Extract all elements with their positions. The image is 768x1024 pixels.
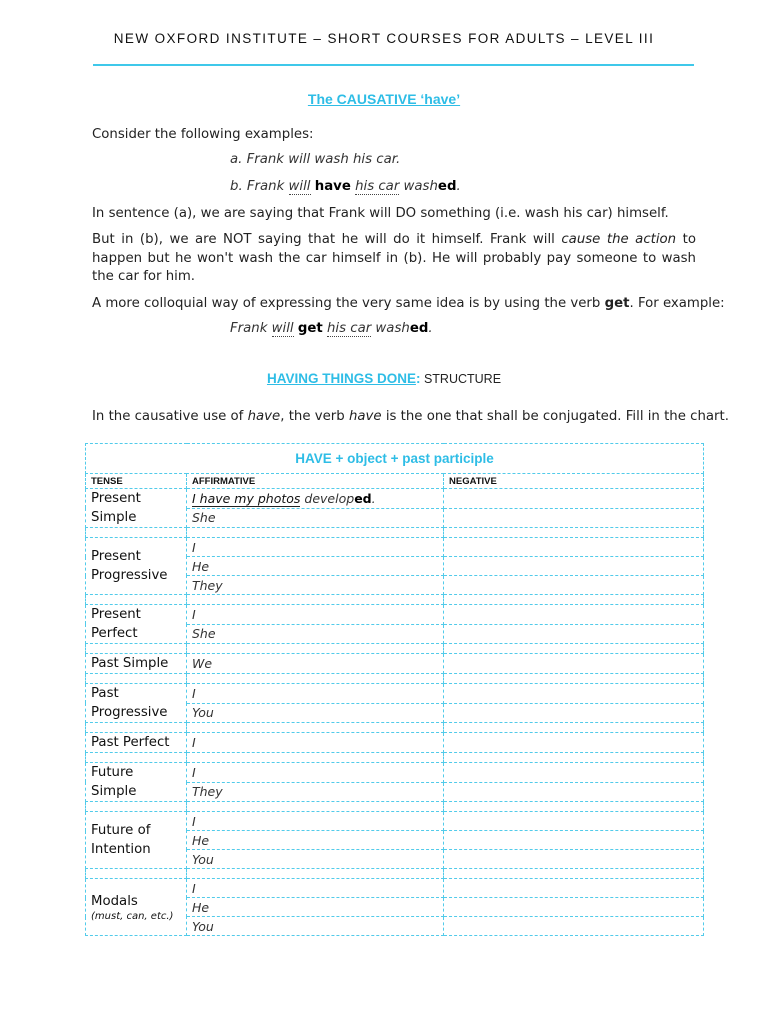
example-ed: ed [354, 490, 372, 506]
example-a: a. Frank will wash his car. [230, 152, 401, 167]
tense-modals-label: Modals [91, 893, 138, 909]
affirmative-cell[interactable]: She [187, 624, 444, 644]
sentence-b-part2: to happen but he won't wash the car himself in (b). He will probably pay someone to wash the car for him. [92, 232, 696, 284]
example-c [230, 321, 433, 336]
tense-modals [86, 879, 187, 936]
affirmative-cell[interactable]: I [187, 879, 444, 898]
affirmative-cell[interactable]: I [187, 763, 444, 783]
affirmative-cell[interactable] [187, 489, 444, 509]
example-b-ed: ed [437, 179, 457, 194]
row-gap [86, 753, 704, 763]
negative-cell[interactable] [444, 576, 704, 595]
instruction-part2: , the verb [280, 409, 345, 424]
tense-present-progressive: Present Progressive [86, 538, 187, 595]
example-develop: develop [304, 490, 355, 506]
chart-caption: HAVE + object + past participle [86, 444, 704, 474]
structure-heading [0, 371, 768, 386]
negative-cell[interactable] [444, 850, 704, 869]
affirmative-cell[interactable]: He [187, 831, 444, 850]
example-c-ed: ed [409, 321, 429, 336]
example-period: . [371, 490, 376, 506]
row-gap [86, 674, 704, 684]
instruction-part1: In the causative use of [92, 409, 244, 424]
colloquial-get: get [604, 296, 630, 311]
affirmative-cell[interactable]: I [187, 733, 444, 753]
tense-future-simple: Future Simple [86, 763, 187, 802]
tense-past-progressive: Past Progressive [86, 684, 187, 723]
negative-cell[interactable] [444, 733, 704, 753]
example-b-wash: wash [403, 179, 438, 194]
tense-present-simple: Present Simple [86, 489, 187, 528]
row-gap [86, 802, 704, 812]
example-c-get: get [297, 321, 323, 336]
row-gap [86, 528, 704, 538]
affirmative-cell[interactable]: He [187, 898, 444, 917]
structure-label: STRUCTURE [423, 372, 502, 386]
example-b-prefix: b. Frank [230, 179, 285, 194]
chart-header-row [86, 474, 704, 489]
chart-caption-row [86, 444, 704, 474]
sentence-b [92, 231, 696, 287]
negative-cell[interactable] [444, 508, 704, 528]
consider-text: Consider the following examples: [92, 127, 314, 142]
negative-cell[interactable] [444, 684, 704, 704]
affirmative-cell[interactable]: I [187, 684, 444, 704]
table-row [86, 763, 704, 783]
row-gap [86, 644, 704, 654]
negative-cell[interactable] [444, 624, 704, 644]
example-c-end: . [428, 321, 433, 336]
instruction-text [92, 408, 729, 427]
affirmative-cell[interactable]: I [187, 605, 444, 625]
affirmative-cell[interactable]: They [187, 576, 444, 595]
example-b-end: . [456, 179, 461, 194]
tense-future-of-intention: Future of Intention [86, 812, 187, 869]
instruction-have-2: have [348, 409, 382, 424]
page-title: The CAUSATIVE ‘have’ [307, 91, 461, 107]
page-header: NEW OXFORD INSTITUTE – SHORT COURSES FOR ADULTS – LEVEL III [113, 31, 655, 46]
table-row [86, 733, 704, 753]
table-row [86, 812, 704, 831]
negative-cell[interactable] [444, 763, 704, 783]
example-c-prefix: Frank [230, 321, 268, 336]
example-c-will: will [271, 321, 294, 336]
affirmative-cell[interactable]: I [187, 812, 444, 831]
negative-cell[interactable] [444, 557, 704, 576]
negative-cell[interactable] [444, 898, 704, 917]
instruction-have-1: have [247, 409, 281, 424]
negative-cell[interactable] [444, 812, 704, 831]
negative-cell[interactable] [444, 879, 704, 898]
negative-cell[interactable] [444, 538, 704, 557]
table-row [86, 654, 704, 674]
negative-cell[interactable] [444, 654, 704, 674]
table-row [86, 684, 704, 704]
example-c-object: his car [326, 321, 372, 336]
negative-cell[interactable] [444, 489, 704, 509]
header-negative: NEGATIVE [444, 474, 704, 489]
conjugation-chart [85, 443, 704, 936]
sentence-a: In sentence (a), we are saying that Frank will DO something (i.e. wash his car) himself. [92, 206, 669, 221]
colloquial-text [92, 295, 725, 314]
sentence-b-part1: But in (b), we are NOT saying that he will do it himself. Frank will [92, 232, 555, 247]
table-row [86, 538, 704, 557]
tense-present-perfect: Present Perfect [86, 605, 187, 644]
example-have-my-photos: I have my photos [192, 490, 301, 506]
header-affirmative: AFFIRMATIVE [187, 474, 444, 489]
example-c-wash: wash [375, 321, 410, 336]
header-tense: TENSE [86, 474, 187, 489]
tense-past-simple: Past Simple [86, 654, 187, 674]
instruction-part3: is the one that shall be conjugated. Fill in the chart. [385, 409, 729, 424]
tense-modals-note: (must, can, etc.) [91, 910, 174, 922]
row-gap [86, 595, 704, 605]
table-row [86, 879, 704, 898]
negative-cell[interactable] [444, 831, 704, 850]
sentence-b-cause: cause the action [561, 232, 677, 247]
tense-past-perfect: Past Perfect [86, 733, 187, 753]
structure-title: HAVING THINGS DONE [266, 371, 416, 386]
affirmative-cell[interactable]: They [187, 782, 444, 802]
row-gap [86, 869, 704, 879]
affirmative-cell[interactable]: You [187, 703, 444, 723]
row-gap [86, 723, 704, 733]
negative-cell[interactable] [444, 917, 704, 936]
affirmative-cell[interactable]: We [187, 654, 444, 674]
header-divider [93, 64, 694, 66]
affirmative-cell[interactable]: You [187, 917, 444, 936]
affirmative-cell[interactable]: He [187, 557, 444, 576]
structure-colon: : [415, 371, 421, 386]
table-row [86, 605, 704, 625]
colloquial-part2: . For example: [629, 296, 725, 311]
example-b-object: his car [355, 179, 400, 194]
affirmative-cell[interactable]: You [187, 850, 444, 869]
example-b-will: will [288, 179, 311, 194]
example-b-have: have [314, 179, 351, 194]
example-b [230, 179, 461, 194]
affirmative-cell[interactable]: She [187, 508, 444, 528]
affirmative-cell[interactable]: I [187, 538, 444, 557]
colloquial-part1: A more colloquial way of expressing the very same idea is by using the verb [92, 296, 601, 311]
negative-cell[interactable] [444, 782, 704, 802]
table-row [86, 489, 704, 509]
negative-cell[interactable] [444, 703, 704, 723]
negative-cell[interactable] [444, 605, 704, 625]
